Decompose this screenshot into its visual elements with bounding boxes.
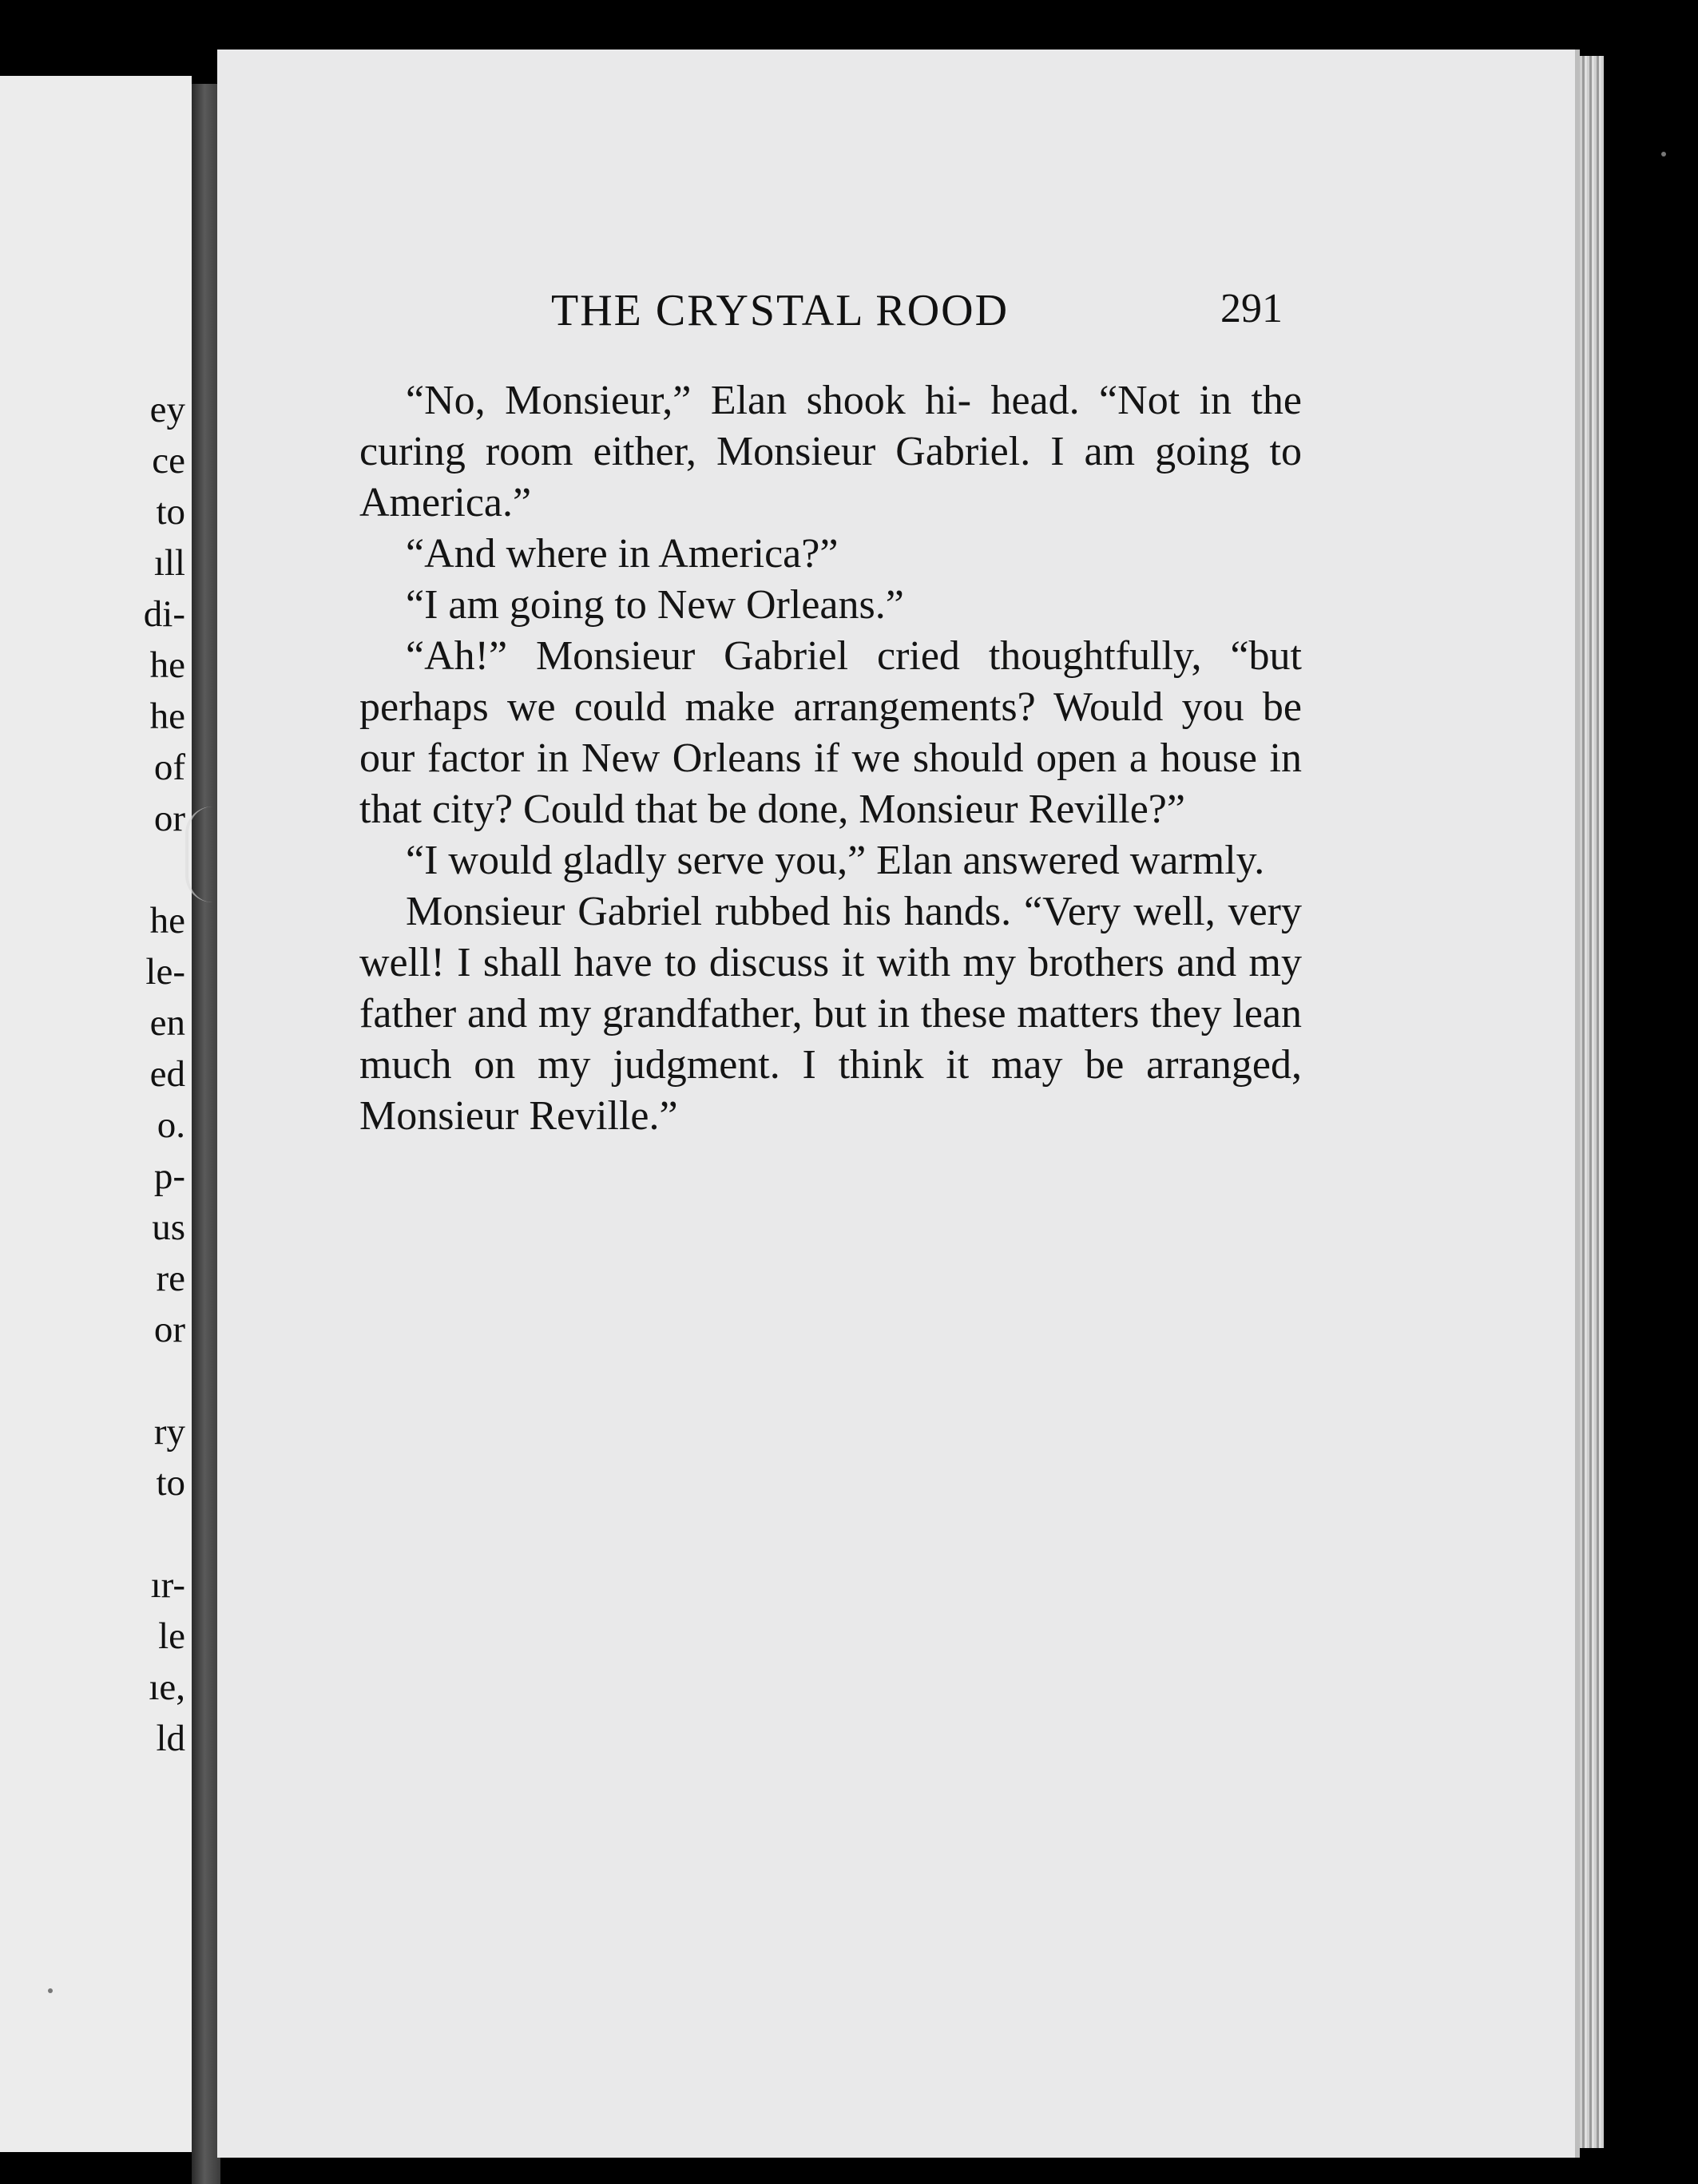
left-page-fragment: ıe, [149, 1667, 185, 1708]
left-page-fragment: of [153, 747, 185, 788]
paragraph: “No, Monsieur,” Elan shook hi- head. “Not in the curing room either, Monsieur Gabriel. I am going to America.” [359, 378, 1302, 525]
left-page-fragment: to [156, 491, 185, 533]
left-page-fragment: to [156, 1462, 185, 1504]
paragraph: Monsieur Gabriel rubbed his hands. “Very well, very well! I shall have to discuss it with my brothers and my father and my grandfather, but in these matters they lean much on my judgment. I think it may be arranged, Monsieur Reville.” [359, 889, 1302, 1139]
paragraph: “Ah!” Monsieur Gabriel cried thoughtfully, “but perhaps we could make arrangements? Would you be our factor in New Orleans if we should open a house in that city? Could that be done, Monsieur Reville?” [359, 633, 1302, 832]
left-page-fragment: he [149, 644, 185, 686]
left-page-fragment: or [153, 798, 185, 839]
body-text [359, 375, 1302, 1142]
left-page-fragment: ey [149, 389, 185, 430]
left-page-fragment: or [153, 1309, 185, 1350]
left-page-fragment: le- [145, 951, 185, 993]
gutter-page-curl [185, 807, 212, 902]
paragraph: “I would gladly serve you,” Elan answered warmly. [406, 838, 1265, 883]
page-number: 291 [1220, 286, 1283, 331]
page-edge-stack [1580, 56, 1604, 2148]
left-page-fragment: us [152, 1207, 185, 1248]
book-gutter [192, 84, 220, 2184]
left-page [0, 76, 192, 2152]
paragraph: “And where in America?” [406, 531, 839, 577]
left-page-fragment: en [149, 1002, 185, 1044]
left-page-fragment: ld [156, 1718, 185, 1759]
dust-speck [48, 1988, 53, 1993]
running-head: THE CRYSTAL ROOD [551, 286, 1010, 335]
dust-speck [1661, 152, 1666, 157]
paragraph: “I am going to New Orleans.” [406, 582, 904, 628]
left-page-fragment: le [158, 1615, 185, 1657]
left-page-fragment: ry [153, 1411, 185, 1453]
left-page-fragment: p- [153, 1155, 185, 1197]
left-page-fragment: ce [152, 440, 185, 482]
left-page-fragment: he [149, 696, 185, 737]
left-page-fragment: ıll [153, 542, 185, 584]
left-page-fragment: ed [149, 1053, 185, 1095]
left-page-fragment: di- [143, 593, 185, 635]
left-page-fragment: ır- [150, 1564, 185, 1606]
left-page-fragment: o. [157, 1104, 185, 1146]
left-page-fragment: he [149, 900, 185, 941]
left-page-fragment: re [156, 1258, 185, 1299]
